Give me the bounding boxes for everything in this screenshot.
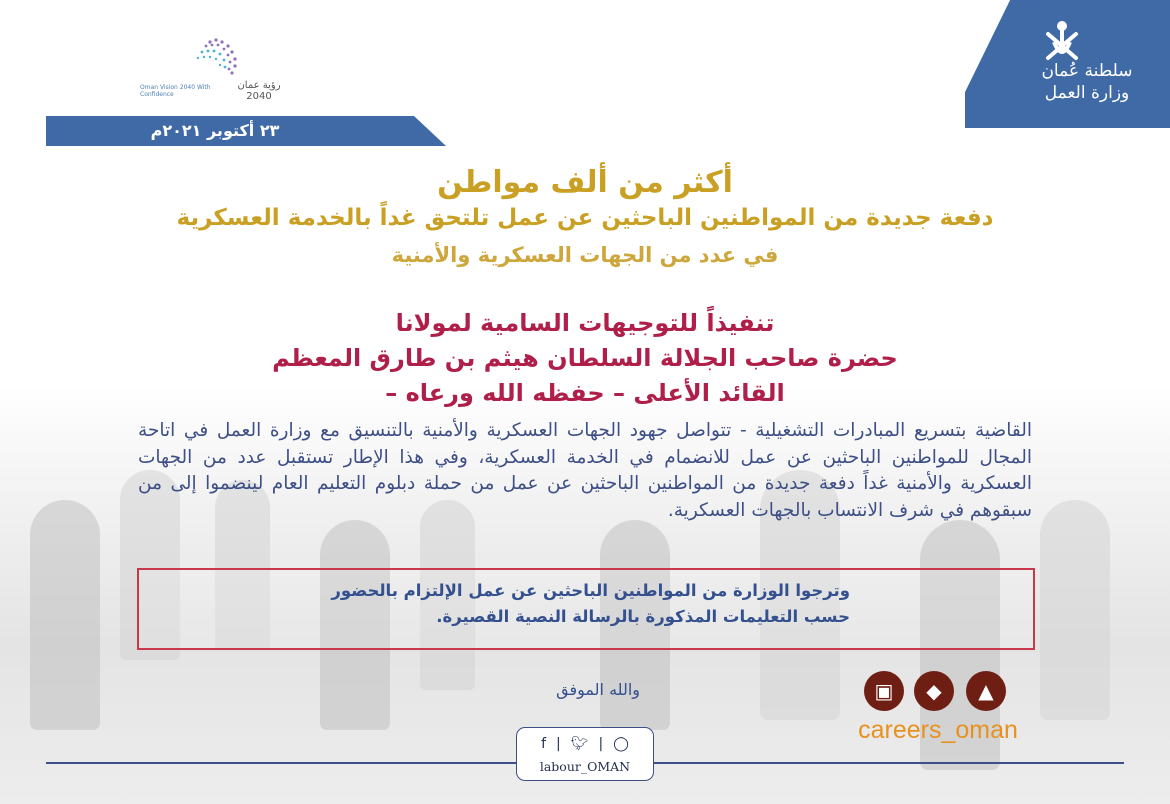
snapchat-icon[interactable]: ▲ [966,671,1006,711]
notice-line1: وترجوا الوزارة من المواطنين الباحثين عن عمل الإلتزام بالحضور [331,581,850,600]
notice-line2: حسب التعليمات المذكورة بالرسالة النصية القصيرة. [436,607,850,626]
headline: أكثر من ألف مواطن [437,165,733,200]
separator: | [556,736,561,752]
oman-emblem-icon [1042,18,1082,64]
subheadline: دفعة جديدة من المواطنين الباحثين عن عمل تلتحق غداً بالخدمة العسكرية [176,205,994,231]
directive-line1: تنفيذاً للتوجيهات السامية لمولانا [395,309,775,337]
background-figure [1040,500,1110,720]
directive-line2: حضرة صاحب الجلالة السلطان هيثم بن طارق المعظم [272,344,898,372]
social-icons [517,736,653,752]
instagram-icon[interactable]: ▣ [864,671,904,711]
labour-handle[interactable]: labour_OMAN [539,759,631,774]
instagram-icon[interactable]: ◯ [613,736,629,752]
vision-caption: Oman Vision 2040 With Confidence [140,84,211,98]
bottom-divider-right [654,762,1124,764]
bottom-divider-left [46,762,516,764]
royal-directive [210,306,960,411]
body-paragraph: القاضية بتسريع المبادرات التشغيلية - تتواصل جهود الجهات العسكرية والأمنية بالتنسيق مع وزارة العمل في اتاحة المجال للمواطنين الباحثين عن عمل للانضمام في الخدمة العسكرية، وفي هذا الإطار تستقبل عدد من الجهات العسكرية والأمنية غداً دفعة جديدة من المواطنين الباحثين عن عمل من حملة دبلوم التعليم العام لينضموا إلى من سبقوهم في شرف الانتساب بالجهات العسكرية. [138,420,1032,521]
background-figure [30,500,100,730]
twitter-icon[interactable]: 🐦︎ [570,736,589,752]
labour-social-box[interactable] [516,727,654,781]
directive-line3: القائد الأعلى – حفظه الله ورعاه – [385,379,785,407]
vision-mark: رؤية عمان 2040 [237,80,281,102]
date-label: ٢٣ أكتوبر ٢٠٢١م [150,121,280,140]
closing-text: والله الموفق [556,680,640,699]
notice-text [150,578,850,630]
ministry-name-line2: وزارة العمل [1044,83,1130,103]
twitter-icon[interactable]: ◆ [914,671,954,711]
facebook-icon[interactable]: f [541,736,547,752]
ministry-name-line1: سلطنة عُمان [1041,61,1133,81]
separator: | [598,736,604,752]
careers-handle[interactable]: careers_oman [858,716,1018,744]
subheadline-secondary: في عدد من الجهات العسكرية والأمنية [391,243,779,267]
ministry-name [1022,60,1152,104]
